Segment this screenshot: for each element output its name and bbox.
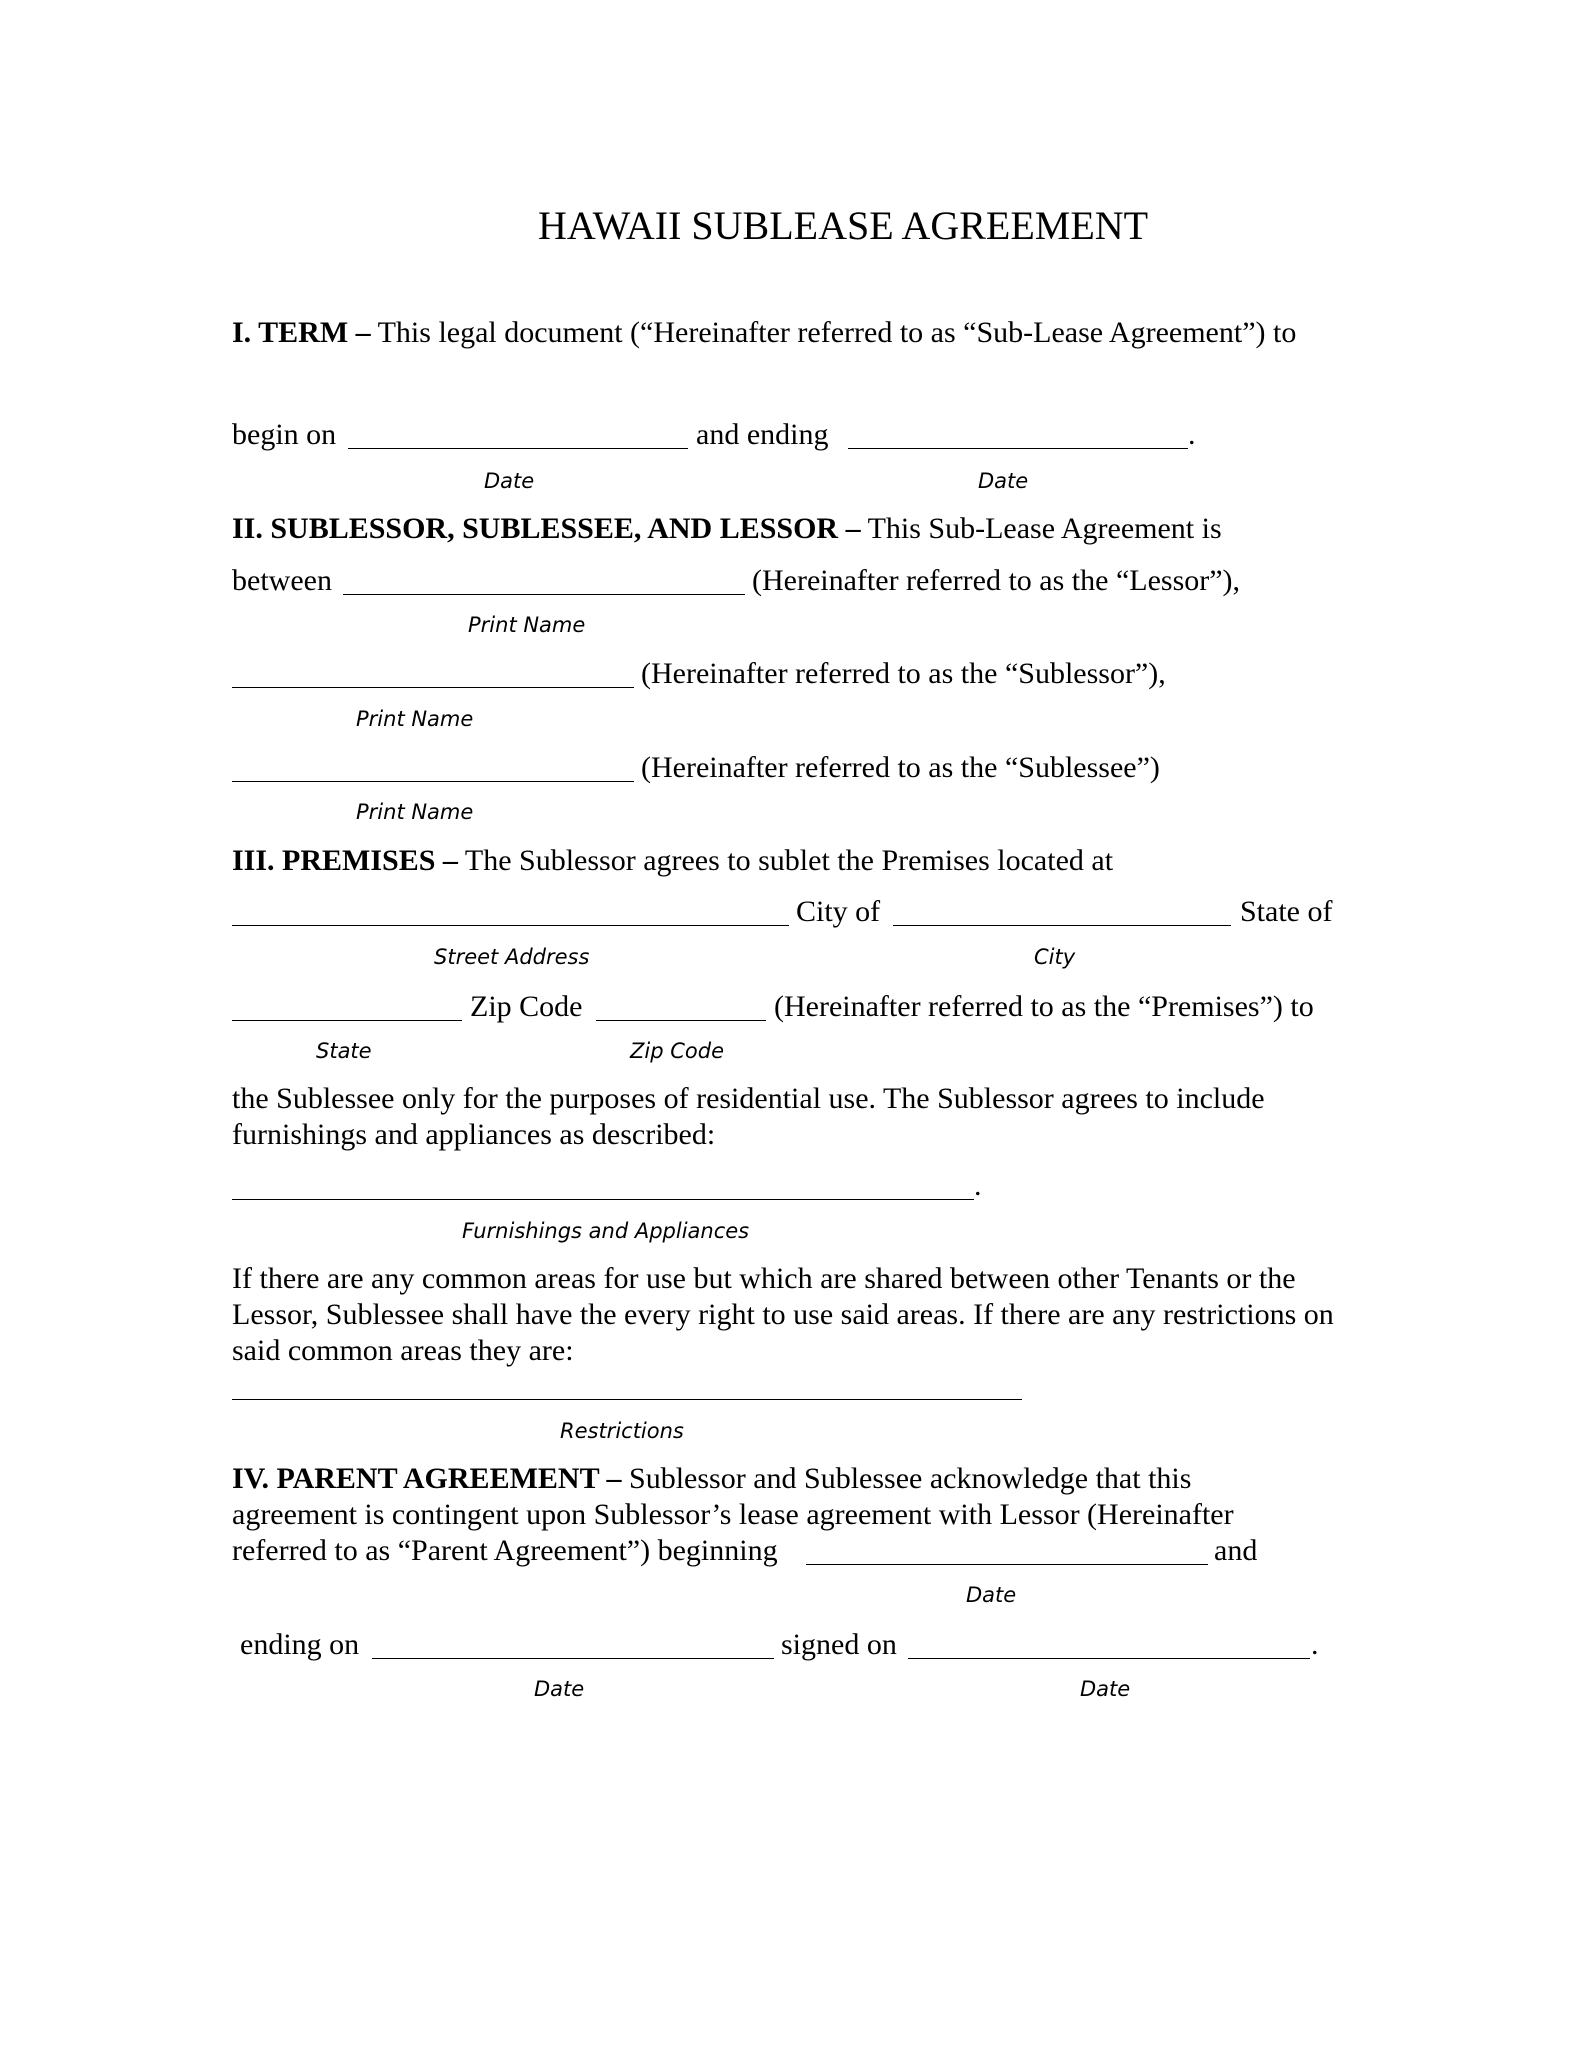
sublessee-reference: (Hereinafter referred to as the “Sublessee”) [641, 751, 1160, 784]
parent-text-2: agreement is contingent upon Sublessor’s lease agreement with Lessor (Hereinafter [232, 1498, 1234, 1531]
common-areas-text: If there are any common areas for use but which are shared between other Tenants or the Lessor, Sublessee shall have the every right to use said areas. If there are any restrictions on said common areas they are: [232, 1262, 1334, 1367]
state-of-label: State of [1240, 895, 1333, 928]
sublessee-name-field[interactable] [232, 781, 634, 782]
zip-code-label: Zip Code [470, 990, 583, 1023]
between-label: between [232, 564, 332, 597]
city-field[interactable] [893, 925, 1231, 926]
premises-line [232, 843, 1113, 879]
parties-text: This Sub-Lease Agreement is [867, 512, 1222, 545]
parent-heading: IV. PARENT AGREEMENT – [232, 1462, 622, 1495]
parent-line-1 [232, 1461, 1191, 1497]
parent-beginning-caption: Date [966, 1583, 1017, 1607]
ending-on-label: ending on [240, 1628, 360, 1661]
begin-date-caption: Date [484, 469, 535, 493]
premises-text: The Sublessor agrees to sublet the Premises located at [464, 844, 1114, 877]
sublessor-reference: (Hereinafter referred to as the “Sublessor”), [641, 657, 1166, 690]
term-text: This legal document (“Hereinafter referred to as “Sub-Lease Agreement”) to [377, 316, 1297, 349]
zip-code-caption: Zip Code [630, 1039, 724, 1063]
begin-date-field[interactable] [348, 448, 688, 449]
and-ending-label: and ending [696, 418, 829, 451]
furnishings-field[interactable] [232, 1199, 974, 1200]
lessor-reference: (Hereinafter referred to as the “Lessor”), [752, 564, 1241, 597]
parent-ending-date-field[interactable] [372, 1658, 774, 1659]
parent-period: . [1311, 1628, 1319, 1661]
parties-heading: II. SUBLESSOR, SUBLESSEE, AND LESSOR – [232, 512, 861, 545]
parent-text-3: referred to as “Parent Agreement”) beginning [232, 1534, 778, 1567]
sublessor-name-field[interactable] [232, 687, 634, 688]
parent-signed-date-field[interactable] [908, 1658, 1310, 1659]
lessor-name-field[interactable] [343, 594, 745, 595]
sublessor-name-caption: Print Name [356, 707, 474, 731]
parent-ending-caption: Date [534, 1677, 585, 1701]
signed-on-label: signed on [781, 1628, 897, 1661]
parent-and-label: and [1214, 1534, 1258, 1567]
parties-line [232, 511, 1222, 547]
end-date-caption: Date [978, 469, 1029, 493]
city-caption: City [1034, 945, 1076, 969]
lessor-name-caption: Print Name [468, 613, 586, 637]
city-of-label: City of [796, 895, 881, 928]
parent-signed-caption: Date [1080, 1677, 1131, 1701]
state-caption: State [316, 1039, 372, 1063]
restrictions-field[interactable] [232, 1399, 1022, 1400]
state-field[interactable] [232, 1020, 462, 1021]
premises-heading: III. PREMISES – [232, 844, 458, 877]
document-title: HAWAII SUBLEASE AGREEMENT [538, 203, 1149, 248]
sublessee-name-caption: Print Name [356, 800, 474, 824]
furnishings-period: . [974, 1169, 982, 1202]
premises-reference: (Hereinafter referred to as the “Premises”) to [774, 990, 1314, 1023]
street-address-field[interactable] [232, 925, 789, 926]
furnishings-caption: Furnishings and Appliances [462, 1219, 750, 1243]
term-line [232, 315, 1296, 351]
restrictions-caption: Restrictions [560, 1419, 684, 1443]
begin-on-label: begin on [232, 418, 337, 451]
term-heading: I. TERM – [232, 316, 371, 349]
end-date-field[interactable] [848, 448, 1188, 449]
residential-use-text: the Sublessee only for the purposes of residential use. The Sublessor agrees to include furnishings and appliances as described: [232, 1082, 1265, 1151]
zip-code-field[interactable] [596, 1020, 766, 1021]
parent-beginning-date-field[interactable] [806, 1564, 1208, 1565]
term-period: . [1188, 418, 1196, 451]
street-address-caption: Street Address [434, 945, 590, 969]
parent-text-1: Sublessor and Sublessee acknowledge that this [629, 1462, 1192, 1495]
